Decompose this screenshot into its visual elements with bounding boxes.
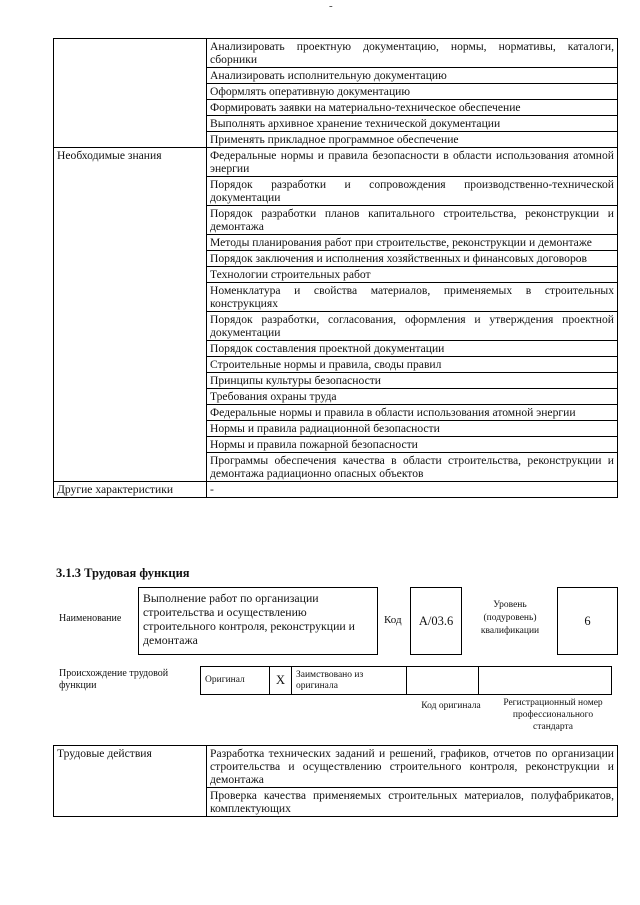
knowledge-row: Федеральные нормы и правила в области использования атомной энергии [207, 405, 618, 421]
origin-label: Происхождение трудовой функции [59, 668, 169, 691]
section-title: 3.1.3 Трудовая функция [56, 566, 190, 580]
skills-knowledge-table [53, 38, 618, 498]
function-code-box: А/03.6 [410, 587, 462, 655]
knowledge-row: Нормы и правила радиационной безопасности [207, 421, 618, 437]
original-code-caption: Код оригинала [421, 701, 481, 711]
origin-code-cell [407, 667, 479, 695]
origin-original-cell: Оригинал [201, 667, 270, 695]
knowledge-row: Требования охраны труда [207, 389, 618, 405]
origin-table [200, 666, 612, 695]
other-characteristics-label: Другие характеристики [54, 482, 207, 498]
knowledge-row: Порядок разработки и сопровождения производственно-технической документации [207, 177, 618, 206]
qualification-level-box: 6 [557, 587, 618, 655]
other-characteristics-value: - [207, 482, 618, 498]
knowledge-label: Необходимые знания [54, 148, 207, 482]
labor-actions-table [53, 745, 618, 817]
origin-mark-cell: X [270, 667, 292, 695]
knowledge-row: Нормы и правила пожарной безопасности [207, 437, 618, 453]
skill-row: Формировать заявки на материально-техническое обеспечение [207, 100, 618, 116]
skills-label-cell [54, 39, 207, 148]
knowledge-row: Федеральные нормы и правила безопасности в области использования атомной энергии [207, 148, 618, 177]
labor-actions-label: Трудовые действия [54, 746, 207, 817]
knowledge-row: Принципы культуры безопасности [207, 373, 618, 389]
skill-row: Анализировать проектную документацию, нормы, нормативы, каталоги, сборники [207, 39, 618, 68]
registration-number-caption: Регистрационный номер профессионального стандарта [503, 698, 603, 732]
code-label: Код [384, 614, 402, 626]
skill-row: Оформлять оперативную документацию [207, 84, 618, 100]
knowledge-row: Порядок заключения и исполнения хозяйственных и финансовых договоров [207, 251, 618, 267]
skill-row: Применять прикладное программное обеспечение [207, 132, 618, 148]
knowledge-row: Строительные нормы и правила, своды правил [207, 357, 618, 373]
knowledge-row: Номенклатура и свойства материалов, применяемых в строительных конструкциях [207, 283, 618, 312]
knowledge-row: Методы планирования работ при строительстве, реконструкции и демонтаже [207, 235, 618, 251]
knowledge-row: Порядок разработки, согласования, оформления и утверждения проектной документации [207, 312, 618, 341]
knowledge-row: Порядок разработки планов капитального строительства, реконструкции и демонтажа [207, 206, 618, 235]
name-label: Наименование [59, 613, 122, 624]
origin-borrowed-cell: Заимствовано из оригинала [292, 667, 407, 695]
page-mark: - [329, 0, 333, 12]
skill-row: Анализировать исполнительную документацию [207, 68, 618, 84]
labor-action-row: Проверка качества применяемых строительных материалов, полуфабрикатов, комплектующих [207, 788, 618, 817]
knowledge-row: Порядок составления проектной документации [207, 341, 618, 357]
origin-reg-number-cell [479, 667, 612, 695]
skill-row: Выполнять архивное хранение технической документации [207, 116, 618, 132]
knowledge-row: Технологии строительных работ [207, 267, 618, 283]
knowledge-row: Программы обеспечения качества в области строительства, реконструкции и демонтажа радиационно опасных объектов [207, 453, 618, 482]
labor-action-row: Разработка технических заданий и решений, графиков, отчетов по организации строительства и осуществлению строительного контроля, реконструкции и демонтажа [207, 746, 618, 788]
function-name-box: Выполнение работ по организации строительства и осуществлению строительного контроля, реконструкции и демонтажа [138, 587, 378, 655]
qualification-level-label: Уровень (подуровень) квалификации [480, 600, 540, 636]
